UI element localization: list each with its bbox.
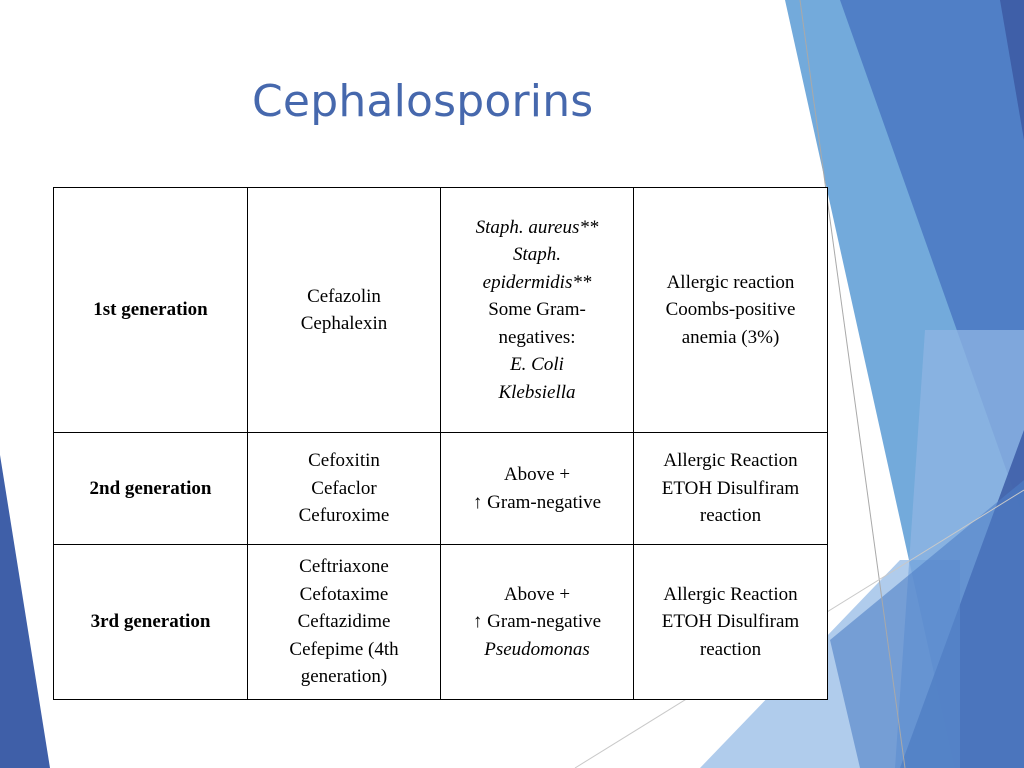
generation-cell: 3rd generation [54, 545, 248, 700]
drugs-cell [248, 188, 441, 433]
coverage-line: Staph. [512, 244, 562, 266]
coverage-line: Staph. aureus** [475, 216, 599, 238]
coverage-line: E. Coli [510, 354, 564, 376]
generation-cell: 1st generation [54, 188, 248, 433]
coverage-line: ↑ Gram-negative [472, 611, 602, 633]
generation-cell: 2nd generation [54, 433, 248, 545]
drug-name: Cefepime (4th [289, 638, 399, 660]
side-effect-line: anemia (3%) [681, 326, 780, 348]
drug-name: Cefuroxime [298, 505, 390, 527]
side-effects-cell [634, 188, 828, 433]
coverage-line: Above + [503, 464, 571, 485]
coverage-line: epidermidis** [482, 271, 592, 293]
table-row [54, 545, 828, 700]
table-row [54, 433, 828, 545]
coverage-cell [441, 433, 634, 545]
drugs-cell [248, 545, 441, 700]
coverage-line: Above + [503, 583, 571, 605]
drug-name: Cefoxitin [308, 450, 380, 472]
side-effects-cell [634, 433, 828, 545]
side-effect-line: Coombs-positive [665, 299, 796, 321]
coverage-line: negatives: [498, 326, 576, 348]
drug-name: Ceftriaxone [299, 556, 389, 578]
side-effect-line: Allergic reaction [666, 271, 795, 293]
side-effect-line: ETOH Disulfiram [661, 477, 800, 499]
drug-name: Cefaclor [311, 477, 377, 499]
slide-title: Cephalosporins [252, 76, 594, 127]
table-row [54, 188, 828, 433]
coverage-line: Some Gram- [488, 299, 586, 321]
coverage-line: ↑ Gram-negative [472, 491, 602, 513]
cephalosporin-table [53, 187, 828, 700]
side-effect-line: Allergic Reaction [663, 450, 798, 472]
coverage-cell [441, 188, 634, 433]
coverage-line: Klebsiella [498, 381, 576, 403]
left-edge-shape [0, 455, 50, 768]
side-effect-line: ETOH Disulfiram [661, 611, 800, 633]
side-effect-line: reaction [699, 638, 762, 660]
side-effects-cell [634, 545, 828, 700]
side-effect-line: Allergic Reaction [663, 583, 798, 605]
coverage-cell [441, 545, 634, 700]
drug-name: Cephalexin [300, 313, 388, 334]
drug-name: Ceftazidime [297, 611, 391, 633]
drug-name: Cefazolin [307, 285, 381, 307]
drug-name: Cefotaxime [299, 583, 389, 605]
drugs-cell [248, 433, 441, 545]
drug-name: generation) [300, 666, 388, 688]
coverage-line: Pseudomonas [484, 638, 590, 660]
side-effect-line: reaction [699, 505, 762, 527]
